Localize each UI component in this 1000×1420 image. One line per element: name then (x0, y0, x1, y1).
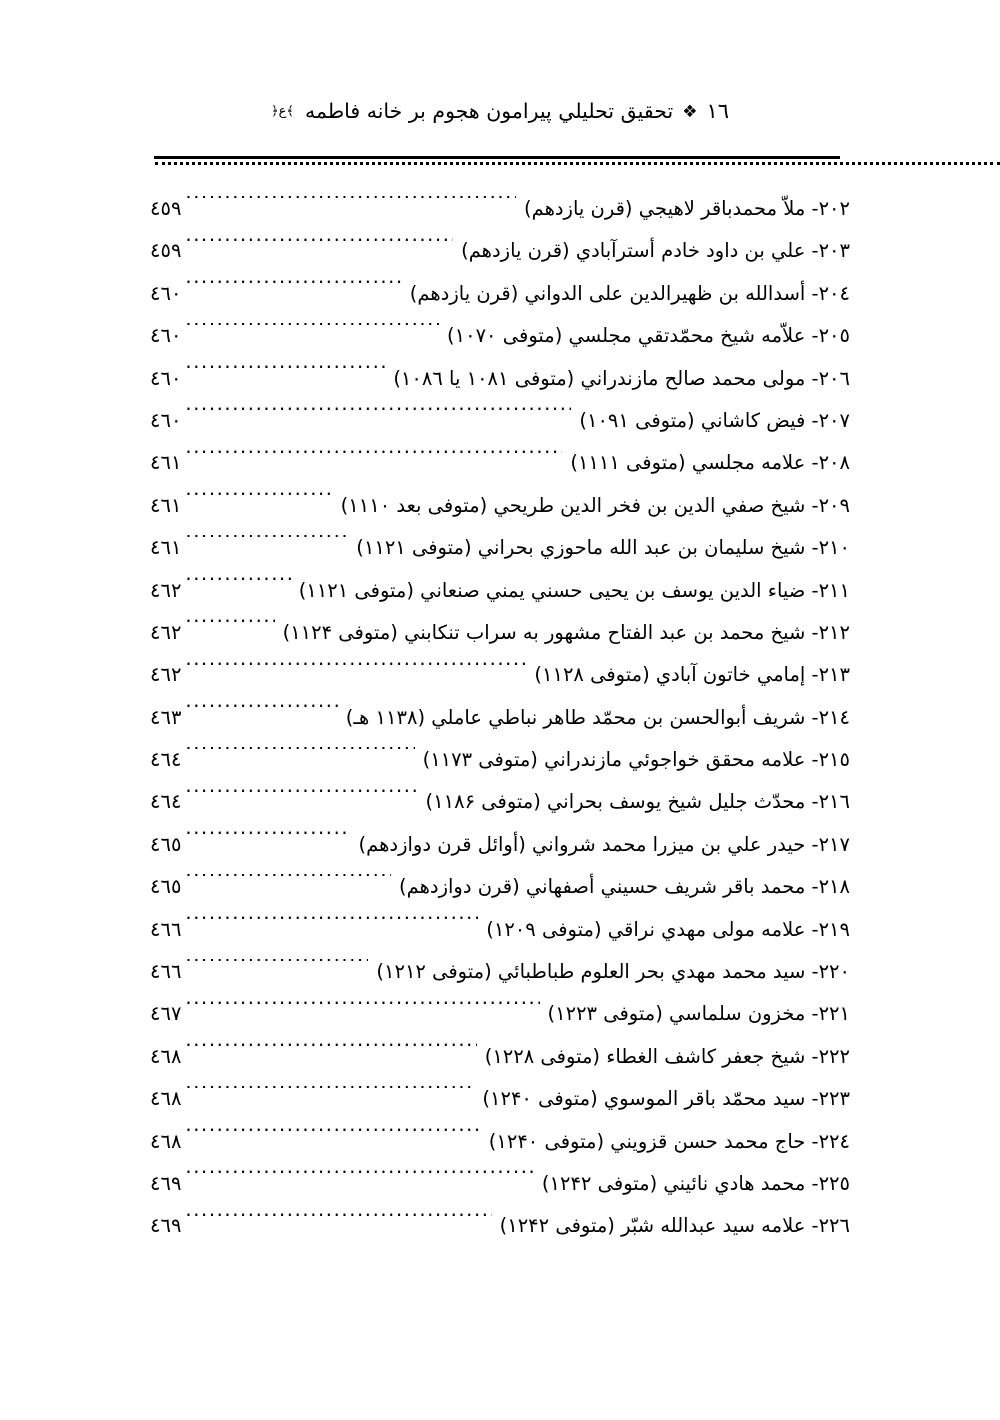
toc-leader-dots (185, 577, 290, 597)
page-folio-number: ١٦ (706, 99, 729, 123)
toc-entry-page-number: ٤٦٨ (150, 1044, 182, 1068)
toc-entry[interactable] (150, 781, 850, 823)
toc-entry-label: ٢٠٣- علي بن داود خادم أسترآبادي (قرن يازدهم) (461, 239, 850, 263)
toc-entry[interactable] (150, 400, 850, 442)
toc-leader-dots (185, 747, 414, 767)
toc-entry-page-number: ٤٥٩ (150, 197, 182, 220)
toc-entry[interactable] (150, 315, 850, 357)
toc-entry-page-number: ٤٦٩ (150, 1171, 182, 1195)
toc-leader-dots (185, 323, 439, 343)
toc-entry[interactable] (150, 1078, 850, 1120)
toc-entry-page-number: ٤٦٠ (150, 281, 182, 305)
toc-leader-dots (185, 874, 391, 894)
toc-entry-label: ٢١٤- شريف أبوالحسن بن محمّد طاهر نباطي عاملي (١١٣٨ هـ) (345, 705, 850, 729)
toc-entry-page-number: ٤٥٩ (150, 239, 182, 263)
toc-entry[interactable] (150, 188, 850, 230)
toc-entry[interactable] (150, 824, 850, 866)
toc-entry-label: ٢١٦- محدّث جليل شيخ يوسف بحراني (متوفى ١١٨۶) (425, 790, 850, 814)
toc-entry-page-number: ٤٦١ (150, 493, 182, 517)
toc-entry-page-number: ٤٦٦ (150, 917, 182, 941)
toc-leader-dots (185, 407, 571, 427)
toc-entry-label: ٢٢٠- سيد محمد مهدي بحر العلوم طباطبائي (متوفى ١٢١٢) (376, 960, 850, 984)
toc-entry-page-number: ٤٦٨ (150, 1087, 182, 1111)
toc-entry[interactable] (150, 273, 850, 315)
toc-leader-dots (185, 280, 401, 300)
toc-entry-label: ٢١٥- علامه محقق خواجوئي مازندراني (متوفى ١١٧٣) (422, 748, 850, 772)
toc-entry-label: ٢٢١- مخزون سلماسي (متوفى ١٢٢٣) (547, 1002, 850, 1026)
toc-leader-dots (185, 365, 385, 385)
toc-entry[interactable] (150, 1163, 850, 1205)
toc-entry-page-number: ٤٦٨ (150, 1129, 182, 1153)
toc-leader-dots (185, 1128, 480, 1148)
toc-entry[interactable] (150, 1036, 850, 1078)
toc-entry-label: ٢٢٤- حاج محمد حسن قزويني (متوفى ١٢۴٠) (488, 1129, 850, 1153)
toc-entry-page-number: ٤٦٥ (150, 875, 182, 899)
toc-leader-dots (185, 196, 516, 216)
toc-entry-page-number: ٤٦٧ (150, 1002, 182, 1026)
toc-entry[interactable] (150, 1205, 850, 1247)
toc-entry-page-number: ٤٦٥ (150, 832, 182, 856)
toc-entry[interactable] (150, 230, 850, 272)
toc-entry-page-number: ٤٦١ (150, 451, 182, 475)
toc-entry[interactable] (150, 951, 850, 993)
toc-entry-label: ٢١٨- محمد باقر شريف حسيني أصفهاني (قرن دوازدهم) (399, 875, 850, 899)
toc-leader-dots (185, 662, 526, 682)
toc-leader-dots (185, 831, 350, 851)
toc-entry[interactable] (150, 697, 850, 739)
running-header-line (140, 98, 860, 125)
toc-entry-page-number: ٤٦٤ (150, 790, 182, 814)
toc-leader-dots (185, 1213, 491, 1233)
toc-leader-dots (185, 789, 417, 809)
book-title: تحقيق تحليلي پيرامون هجوم بر خانه فاطمه (305, 99, 674, 123)
toc-entry-page-number: ٤٦٢ (150, 663, 182, 687)
toc-entry-label: ٢١٩- علامه مولى مهدي نراقي (متوفى ١٢٠٩) (486, 917, 850, 941)
toc-entry[interactable] (150, 993, 850, 1035)
toc-leader-dots (185, 450, 562, 470)
toc-entry-page-number: ٤٦٢ (150, 578, 182, 602)
toc-entry-label: ٢١٣- إمامي خاتون آبادي (متوفى ١١٢٨) (534, 663, 850, 687)
header-dotted-rule (155, 162, 1000, 165)
honorific-icon: ﴾ع﴿ (271, 104, 295, 119)
toc-entry[interactable] (150, 612, 850, 654)
toc-entry-label: ٢٠٢- ملاّ محمدباقر لاهيجي (قرن يازدهم) (524, 197, 850, 220)
toc-entry-page-number: ٤٦٢ (150, 620, 182, 644)
header-solid-rule (154, 156, 840, 159)
toc-entry-label: ٢١٧- حيدر علي بن ميزرا محمد شرواني (أوائل قرن دوازدهم) (358, 832, 850, 856)
toc-entry[interactable] (150, 654, 850, 696)
toc-entry-label: ٢٠٧- فيض كاشاني (متوفى ١٠٩١) (579, 408, 850, 432)
toc-leader-dots (185, 959, 368, 979)
toc-entry-label: ٢٢٦- علامه سيد عبدالله شبّر (متوفى ١٢۴٢) (499, 1214, 850, 1238)
toc-entry-label: ٢١٢- شيخ محمد بن عبد الفتاح مشهور به سراب تنكابني (متوفى ١١٢۴) (282, 620, 850, 644)
toc-entry-label: ٢٠٨- علامه مجلسي (متوفى ١١١١) (570, 451, 850, 475)
toc-entry-label: ٢٢٢- شيخ جعفر كاشف الغطاء (متوفى ١٢٢٨) (484, 1044, 850, 1068)
toc-entry-page-number: ٤٦٣ (150, 705, 182, 729)
toc-leader-dots (185, 1086, 474, 1106)
toc-list (150, 188, 850, 1248)
toc-leader-dots (185, 916, 478, 936)
toc-entry[interactable] (150, 485, 850, 527)
toc-entry[interactable] (150, 909, 850, 951)
toc-leader-dots (185, 238, 453, 258)
toc-entry[interactable] (150, 527, 850, 569)
toc-entry-label: ٢١١- ضياء الدين يوسف بن يحيى حسني يمني صنعاني (متوفى ١١٢١) (298, 578, 850, 602)
toc-entry[interactable] (150, 358, 850, 400)
toc-leader-dots (185, 1043, 476, 1063)
toc-entry-page-number: ٤٦٠ (150, 366, 182, 390)
toc-entry-page-number: ٤٦٠ (150, 324, 182, 348)
toc-entry-page-number: ٤٦١ (150, 536, 182, 560)
toc-leader-dots (185, 704, 337, 724)
toc-entry-label: ٢٠٤- أسدالله بن ظهيرالدين على الدواني (قرن يازدهم) (409, 281, 850, 305)
toc-entry[interactable] (150, 442, 850, 484)
toc-leader-dots (185, 619, 274, 639)
toc-leader-dots (185, 492, 332, 512)
floret-ornament-icon: ❖ (682, 102, 698, 122)
toc-entry[interactable] (150, 1121, 850, 1163)
toc-entry-label: ٢٠٦- مولى محمد صالح مازندراني (متوفى ١٠٨١ يا ١٠٨٦) (393, 366, 850, 390)
toc-leader-dots (185, 1170, 533, 1190)
toc-entry-page-number: ٤٦٤ (150, 748, 182, 772)
toc-entry-label: ٢٢٥- محمد هادي نائيني (متوفى ١٢۴٢) (541, 1171, 850, 1195)
toc-entry[interactable] (150, 570, 850, 612)
toc-entry[interactable] (150, 739, 850, 781)
toc-entry-page-number: ٤٦٦ (150, 960, 182, 984)
toc-entry-page-number: ٤٦٠ (150, 408, 182, 432)
toc-leader-dots (185, 1001, 539, 1021)
toc-leader-dots (185, 535, 348, 555)
toc-entry-label: ٢٠٥- علاّمه شيخ محمّدتقي مجلسي (متوفى ١٠٧٠) (447, 324, 850, 348)
toc-entry-label: ٢١٠- شيخ سليمان بن عبد الله ماحوزي بحراني (متوفى ١١٢١) (356, 536, 850, 560)
toc-entry-label: ٢٠٩- شيخ صفي الدين بن فخر الدين طريحي (متوفى بعد ١١١٠) (340, 493, 850, 517)
toc-entry-label: ٢٢٣- سيد محمّد باقر الموسوي (متوفى ١٢۴٠) (482, 1087, 850, 1111)
running-header (140, 98, 860, 144)
toc-entry[interactable] (150, 866, 850, 908)
toc-entry-page-number: ٤٦٩ (150, 1214, 182, 1238)
